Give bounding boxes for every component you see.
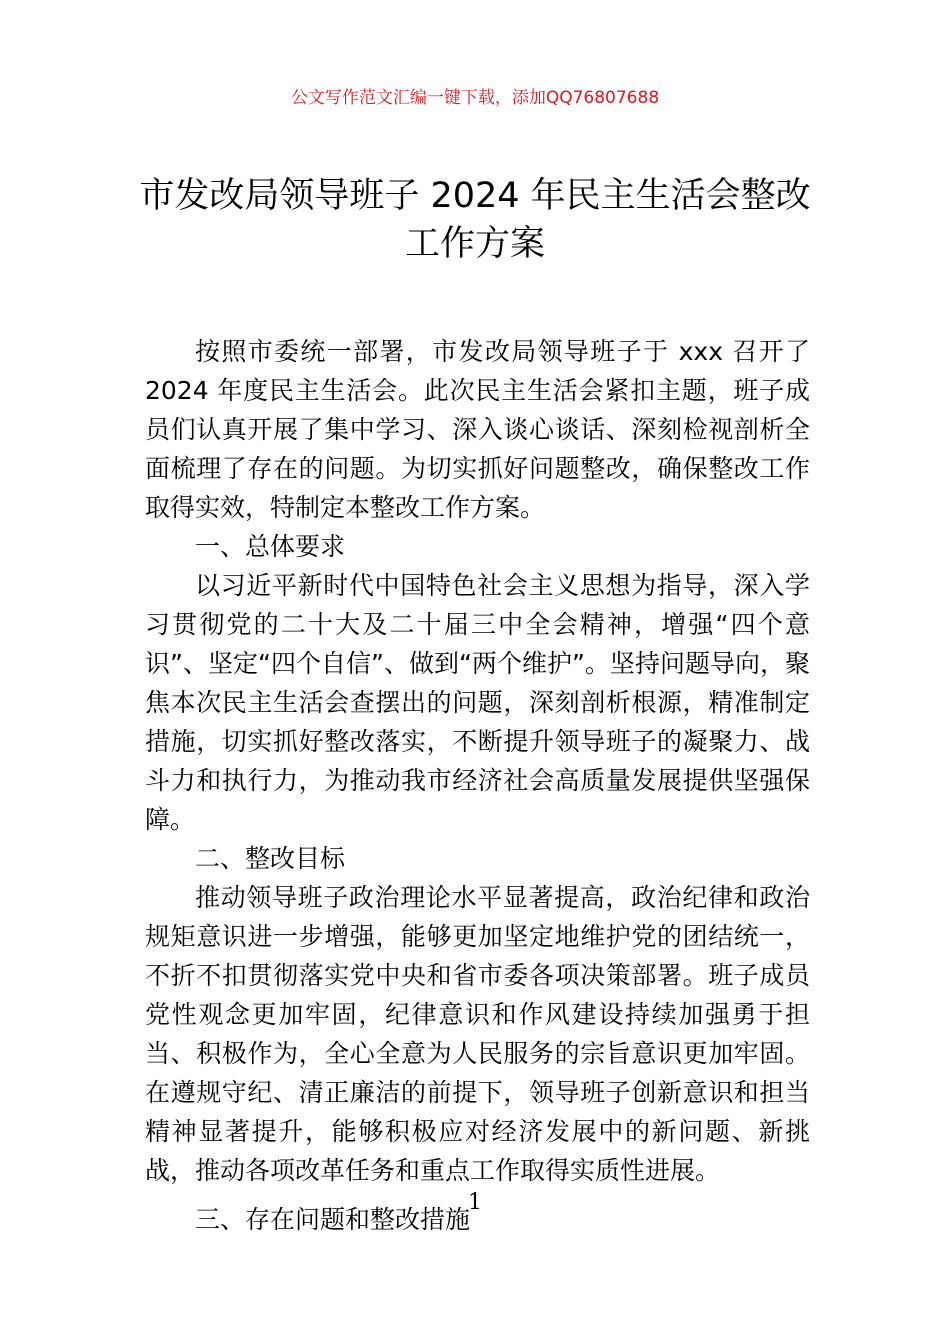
page-number: 1 bbox=[468, 1190, 482, 1215]
section-paragraph-1: 以习近平新时代中国特色社会主义思想为指导，深入学习贯彻党的二十大及二十届三中全会精神，增强“四个意识”、坚定“四个自信”、做到“两个维护”。坚持问题导向，聚焦本次民主生活会查摆出的问题，深刻剖析根源，精准制定措施，切实抓好整改落实，不断提升领导班子的凝聚力、战斗力和执行力，为推动我市经济社会高质量发展提供坚强保障。 bbox=[145, 571, 810, 834]
document-body bbox=[145, 332, 810, 1239]
intro-paragraph: 按照市委统一部署，市发改局领导班子于 xxx 召开了 2024 年度民主生活会。此次民主生活会紧扣主题，班子成员们认真开展了集中学习、深入谈心谈话、深刻检视剖析全面梳理了存在的问题。为切实抓好问题整改，确保整改工作取得实效，特制定本整改工作方案。 bbox=[145, 337, 810, 522]
document-title-line-1: 市发改局领导班子 2024 年民主生活会整改 bbox=[139, 176, 811, 216]
section-heading-1: 一、总体要求 bbox=[195, 532, 346, 561]
promo-banner: 公文写作范文汇编一键下载，添加QQ76807688 bbox=[290, 88, 660, 108]
section-paragraph-2: 推动领导班子政治理论水平显著提高，政治纪律和政治规矩意识进一步增强，能够更加坚定地维护党的团结统一，不折不扣贯彻落实党中央和省市委各项决策部署。班子成员党性观念更加牢固，纪律意识和作风建设持续加强勇于担当、积极作为，全心全意为人民服务的宗旨意识更加牢固。在遵规守纪、清正廉洁的前提下，领导班子创新意识和担当精神显著提升，能够积极应对经济发展中的新问题、新挑战，推动各项改革任务和重点工作取得实质性进展。 bbox=[145, 883, 810, 1185]
section-heading-3: 三、存在问题和整改措施 bbox=[195, 1205, 471, 1234]
section-heading-2: 二、整改目标 bbox=[195, 844, 346, 873]
document-title-line-2: 工作方案 bbox=[404, 224, 545, 264]
